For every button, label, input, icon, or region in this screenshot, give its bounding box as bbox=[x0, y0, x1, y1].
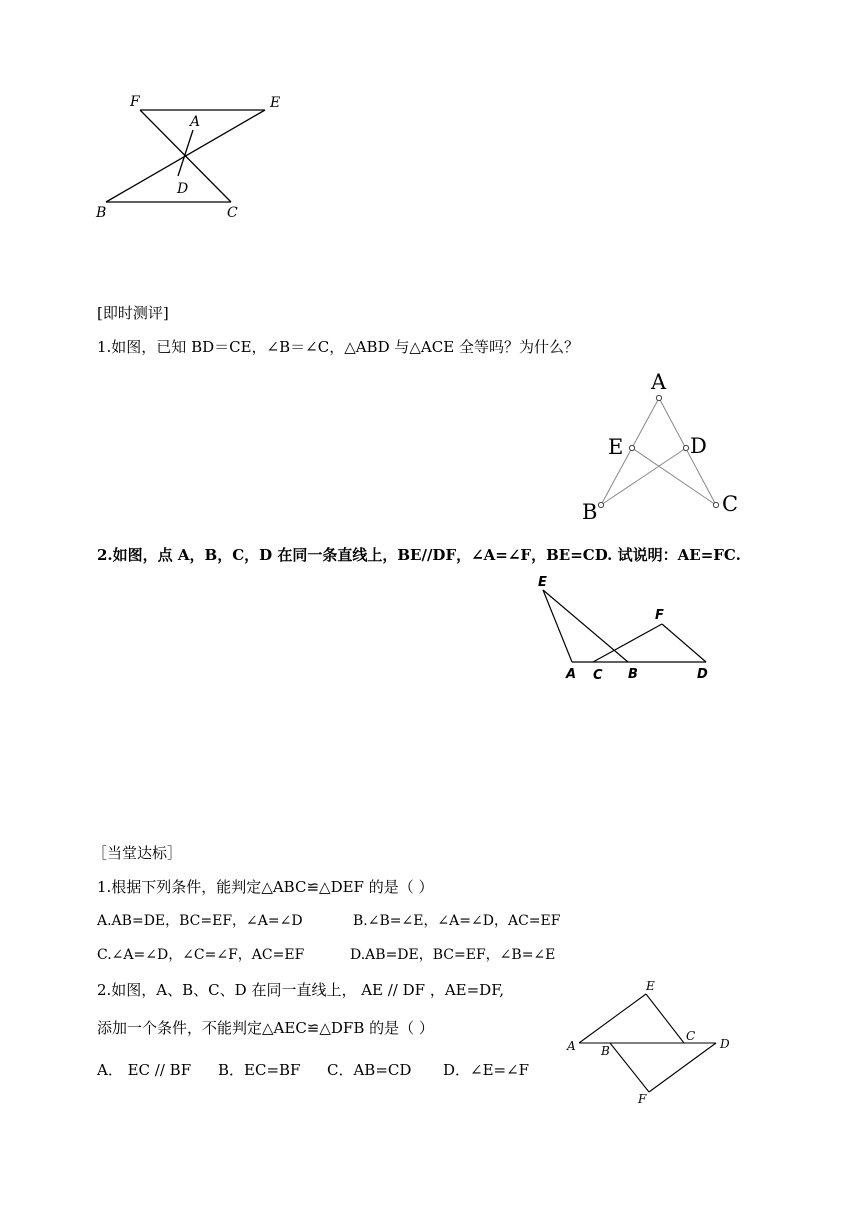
exercise-2-line-2: 添加一个条件，不能判定△AEC≌△DFB 的是（ ） bbox=[97, 1019, 434, 1037]
exercise-1-option-b: B.∠B=∠E，∠A=∠D，AC=EF bbox=[353, 913, 561, 929]
fig2-label-c: C bbox=[722, 492, 739, 516]
fig4-label-c: C bbox=[686, 1029, 696, 1043]
figure-4-diagram bbox=[570, 985, 740, 1115]
fig3-label-f: F bbox=[655, 608, 664, 623]
figure-1-diagram bbox=[90, 90, 290, 220]
fig4-label-e: E bbox=[646, 979, 655, 993]
fig4-label-b: B bbox=[601, 1044, 610, 1058]
fig2-label-b: B bbox=[582, 500, 598, 524]
question-1: 1.如图，已知 BD＝CE，∠B＝∠C，△ABD 与△ACE 全等吗？为什么？ bbox=[97, 338, 579, 356]
figure-2-diagram bbox=[580, 385, 740, 535]
exercise-1-option-a: A.AB=DE，BC=EF，∠A=∠D bbox=[97, 913, 303, 929]
fig3-label-d: D bbox=[697, 667, 708, 682]
fig3-label-b: B bbox=[628, 667, 638, 682]
fig3-label-c: C bbox=[593, 668, 603, 683]
point-e bbox=[629, 445, 634, 450]
question-2: 2.如图，点 A，B，C，D 在同一条直线上，BE//DF，∠A=∠F，BE=CD. 试说明：AE=FC. bbox=[97, 546, 741, 564]
exercise-2-option-b: B．EC=BF bbox=[218, 1061, 301, 1079]
figure-3-diagram bbox=[535, 580, 715, 690]
point-a bbox=[656, 395, 661, 400]
point-c bbox=[713, 502, 718, 507]
fig4-label-d: D bbox=[720, 1037, 730, 1051]
fig1-label-c: C bbox=[227, 205, 238, 221]
fig1-label-b: B bbox=[96, 205, 107, 221]
fig1-label-f: F bbox=[130, 94, 140, 110]
fig4-label-f: F bbox=[638, 1092, 647, 1106]
fig4-label-a: A bbox=[567, 1039, 576, 1053]
exercise-2-line-1: 2.如图，A、B、C、D 在同一直线上， AE // DF ，AE=DF, bbox=[97, 981, 505, 999]
fig3-label-a: A bbox=[566, 667, 577, 682]
section-heading-class-target: ［当堂达标］ bbox=[92, 844, 183, 862]
exercise-2-option-d: D．∠E=∠F bbox=[443, 1061, 530, 1079]
fig1-label-d: D bbox=[177, 181, 189, 197]
exercise-1-option-d: D.AB=DE，BC=EF，∠B=∠E bbox=[350, 947, 556, 963]
fig2-label-e: E bbox=[608, 435, 624, 459]
exercise-2-option-c: C．AB=CD bbox=[327, 1061, 412, 1079]
section-heading-instant-quiz: [即时测评] bbox=[97, 304, 169, 322]
fig1-label-e: E bbox=[270, 95, 281, 111]
exercise-1-option-c: C.∠A=∠D，∠C=∠F，AC=EF bbox=[97, 947, 305, 963]
exercise-1: 1.根据下列条件，能判定△ABC≌△DEF 的是（ ） bbox=[97, 878, 434, 896]
fig2-label-d: D bbox=[690, 434, 707, 458]
point-d bbox=[683, 445, 688, 450]
fig2-label-a: A bbox=[651, 370, 667, 394]
exercise-2-option-a: A． EC // BF bbox=[97, 1061, 192, 1079]
point-b bbox=[598, 502, 603, 507]
fig3-label-e: E bbox=[538, 575, 547, 590]
fig1-label-a: A bbox=[190, 114, 201, 130]
